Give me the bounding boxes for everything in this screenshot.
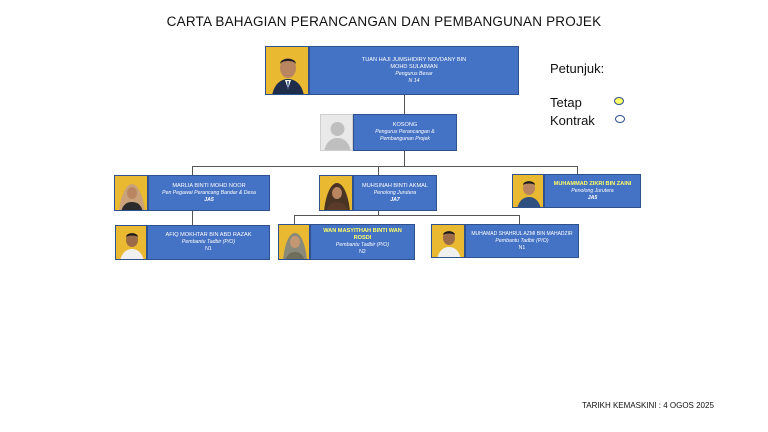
shahrul-name: MUHAMAD SHAHRUL AZMI BIN MAHADZIR xyxy=(471,230,573,237)
person-photo-icon xyxy=(116,226,147,260)
vacant-photo xyxy=(320,114,353,151)
marlia-grade: JA5 xyxy=(204,196,214,203)
wan-name: WAN MASYITHAH BINTI WAN ROSDI xyxy=(323,228,402,241)
muhsinah-grade: JA7 xyxy=(390,196,400,203)
afiq-position: Pembantu Tadbir (P/O) xyxy=(181,239,236,245)
connector-line xyxy=(378,166,379,175)
legend-swatch-white-icon xyxy=(615,115,625,123)
deputy-box[interactable] xyxy=(353,114,457,151)
person-photo-icon xyxy=(432,225,465,258)
person-photo-icon xyxy=(320,176,353,211)
person-photo-icon xyxy=(115,176,148,211)
connector-line xyxy=(294,215,519,216)
connector-line xyxy=(192,166,577,167)
wan-photo xyxy=(278,224,310,260)
chart-title: CARTA BAHAGIAN PERANCANGAN DAN PEMBANGUNAN PROJEK xyxy=(166,14,602,29)
marlia-position: Pen Pegawai Perancang Bandar & Desa xyxy=(162,189,256,196)
director-name: TUAN HAJI JUMSHIDIRY NOVDANY BIN MOHD SULAIMAN xyxy=(361,56,467,70)
afiq-photo xyxy=(115,225,147,260)
director-position: Pengurus Besar xyxy=(395,70,433,77)
connector-line xyxy=(404,151,405,166)
afiq-box[interactable] xyxy=(147,225,270,260)
zikri-box[interactable] xyxy=(544,174,641,208)
zikri-position: Penolong Jurutera xyxy=(571,187,614,194)
muhsinah-photo xyxy=(319,175,353,211)
deputy-name: KOSONG xyxy=(392,122,418,128)
zikri-grade: JA5 xyxy=(587,194,598,201)
muhsinah-box[interactable] xyxy=(353,175,437,211)
wan-box[interactable] xyxy=(310,224,415,260)
afiq-name: AFIQ MOKHTAR BIN ABD RAZAK xyxy=(165,232,252,238)
legend-item-tetap xyxy=(550,95,582,110)
last-updated: TARIKH KEMASKINI : 4 OGOS 2025 xyxy=(582,401,714,410)
wan-grade: N2 xyxy=(359,249,366,255)
director-grade: N 14 xyxy=(408,77,420,84)
deputy-position: Pengurus Perancangan & Pembangunan Projek xyxy=(375,129,435,142)
person-photo-icon xyxy=(279,225,310,260)
shahrul-photo xyxy=(431,224,465,258)
shahrul-box[interactable] xyxy=(465,224,579,258)
wan-position: Pembantu Tadbir (P/O) xyxy=(335,242,390,248)
connector-line xyxy=(577,166,578,174)
marlia-box[interactable] xyxy=(148,175,270,211)
muhsinah-name: MUHSINAH BINTI AKMAL xyxy=(362,182,428,189)
person-photo-icon xyxy=(513,175,544,208)
connector-line xyxy=(192,211,193,225)
shahrul-grade: N1 xyxy=(518,244,526,251)
director-photo xyxy=(265,46,309,95)
legend-label: Tetap xyxy=(550,95,582,110)
legend-swatch-yellow-icon xyxy=(614,97,624,105)
zikri-name: MUHAMMAD ZIKRI BIN ZAINI xyxy=(553,180,632,187)
legend-title: Petunjuk: xyxy=(550,61,605,76)
marlia-photo xyxy=(114,175,148,211)
afiq-grade: N1 xyxy=(205,246,212,252)
person-photo-icon xyxy=(266,47,309,95)
connector-line xyxy=(294,215,295,224)
connector-line xyxy=(192,166,193,175)
shahrul-position: Pembantu Tadbir (P/O) xyxy=(495,237,549,244)
connector-line xyxy=(404,95,405,114)
muhsinah-position: Penolong Jurutera xyxy=(373,189,417,196)
connector-line xyxy=(519,215,520,224)
zikri-photo xyxy=(512,174,544,208)
marlia-name: MARLIA BINTI MOHD NOOR xyxy=(172,182,246,189)
legend-item-kontrak xyxy=(550,113,595,128)
director-box[interactable] xyxy=(309,46,519,95)
placeholder-person-icon xyxy=(321,115,353,151)
legend-label: Kontrak xyxy=(550,113,595,128)
